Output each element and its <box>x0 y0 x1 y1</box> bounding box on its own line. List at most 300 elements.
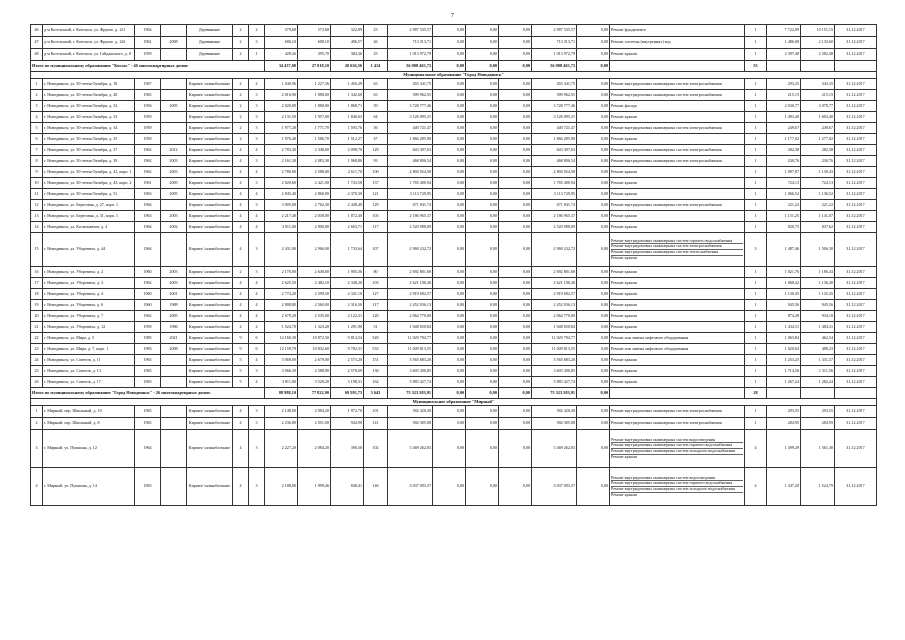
max-unit-cost: 1 277,02 <box>801 134 835 145</box>
floors: 2 <box>233 134 249 145</box>
work-type: Ремонт внутридомовых инженерных систем водоотведения <box>611 437 743 443</box>
unit-cost: 1 347,20 <box>767 468 801 506</box>
work-count: 1 <box>745 101 767 112</box>
total-area: 579,68 <box>265 25 298 37</box>
entrances: 3 <box>249 267 265 278</box>
max-unit-cost: 837,62 <box>801 222 835 233</box>
municipal-funds: 0,00 <box>499 123 532 134</box>
wall-material: Кирпич/ шлакоблочные <box>187 300 233 311</box>
year-renovated: 2003 <box>161 167 187 178</box>
year-built: 1964 <box>135 233 161 267</box>
entrances: 3 <box>249 418 265 430</box>
work-count: 1 <box>745 134 767 145</box>
year-renovated: 2003 <box>161 267 187 278</box>
total-x3: 0,00 <box>499 388 532 399</box>
total-x2: 0,00 <box>466 61 499 72</box>
unit-cost: 724,13 <box>767 178 801 189</box>
max-unit-cost: 1 136,40 <box>801 278 835 289</box>
unit-cost: 1 130,45 <box>767 289 801 300</box>
municipal-funds: 0,00 <box>499 211 532 222</box>
year-built: 1964 <box>135 200 161 211</box>
row-number: 15 <box>31 233 43 267</box>
work-types <box>610 211 745 222</box>
total-empty <box>767 61 801 72</box>
other-funds: 0,00 <box>577 289 610 300</box>
living-area: 1 733,64 <box>331 233 364 267</box>
work-type: Ремонт крыши <box>611 113 637 119</box>
work-type: Ремонт внутридомовых инженерных систем электроснабжения <box>611 124 722 130</box>
residents: 102 <box>364 430 388 468</box>
max-unit-cost: 724,13 <box>801 178 835 189</box>
table-row <box>31 123 877 134</box>
work-count: 1 <box>745 112 767 123</box>
work-count: 1 <box>745 90 767 101</box>
year-renovated <box>161 468 187 506</box>
address: г. Новодвинск, ул. 50-летия Октября, д. 37 <box>43 145 135 156</box>
living-area: 2 578,69 <box>331 366 364 377</box>
row-number: 2 <box>31 90 43 101</box>
owner-funds: 11 029 794,77 <box>532 333 577 344</box>
work-type: Ремонт крыши <box>611 255 637 261</box>
year-built: 1961 <box>135 178 161 189</box>
row-number: 11 <box>31 189 43 200</box>
completion-date: 31.12.2017 <box>835 211 877 222</box>
floors: 2 <box>233 112 249 123</box>
entrances: 4 <box>249 311 265 322</box>
floors: 4 <box>233 300 249 311</box>
wall-material: Кирпич/ шлакоблочные <box>187 355 233 366</box>
row-number: 9 <box>31 167 43 178</box>
row-number: 13 <box>31 211 43 222</box>
residents: 117 <box>364 222 388 233</box>
municipal-funds: 0,00 <box>499 200 532 211</box>
total-cost: 2 452 036,13 <box>388 300 433 311</box>
floors: 4 <box>233 156 249 167</box>
work-types <box>610 267 745 278</box>
total-sum: 75 323 503,91 <box>388 388 433 399</box>
work-count: 1 <box>745 289 767 300</box>
other-funds: 0,00 <box>577 49 610 61</box>
entrances: 2 <box>249 79 265 90</box>
table-row <box>31 322 877 333</box>
owner-funds: 713 313,71 <box>532 37 577 49</box>
total-x1: 0,00 <box>433 388 466 399</box>
premises-area: 1 227,36 <box>298 79 331 90</box>
completion-date: 31.12.2017 <box>835 112 877 123</box>
total-a: 88 988,10 <box>265 388 298 399</box>
work-type: Ремонт крыши <box>611 492 637 498</box>
total-cost: 1 013 972,79 <box>388 49 433 61</box>
federal-funds: 0,00 <box>433 79 466 90</box>
max-unit-cost: 2 582,48 <box>801 49 835 61</box>
work-types <box>610 322 745 333</box>
total-empty <box>767 388 801 399</box>
premises-area: 10 832,60 <box>298 344 331 355</box>
year-renovated: 2002 <box>161 222 187 233</box>
address: г. Новодвинск, ул. 50-летия Октября, д. 39 <box>43 156 135 167</box>
unit-cost: 2 030,77 <box>767 101 801 112</box>
premises-area: 1 888,00 <box>298 90 331 101</box>
regional-funds: 0,00 <box>466 311 499 322</box>
wall-material: Кирпич/ шлакоблочные <box>187 311 233 322</box>
federal-funds: 0,00 <box>433 167 466 178</box>
total-residents: 3 643 <box>364 388 388 399</box>
year-built: 1959 <box>135 49 161 61</box>
completion-date: 31.12.2017 <box>835 156 877 167</box>
work-count: 1 <box>745 25 767 37</box>
max-unit-cost: 1 282,24 <box>801 377 835 388</box>
work-count: 1 <box>745 355 767 366</box>
total-cost: 2 804 924,58 <box>388 167 433 178</box>
floors: 9 <box>233 333 249 344</box>
address: г. Новодвинск, ул. Советов, д. 11 <box>43 355 135 366</box>
work-types <box>610 134 745 145</box>
entrances: 6 <box>249 344 265 355</box>
residents: 59 <box>364 101 388 112</box>
work-type: Ремонт или замена лифтового оборудования <box>611 334 689 340</box>
owner-funds: 671 841,74 <box>532 200 577 211</box>
municipal-funds: 0,00 <box>499 333 532 344</box>
work-types <box>610 167 745 178</box>
living-area: 1 846,63 <box>331 112 364 123</box>
unit-cost: 2 397,48 <box>767 49 801 61</box>
work-count: 1 <box>745 211 767 222</box>
completion-date: 31.12.2017 <box>835 37 877 49</box>
address: г. Новодвинск, ул. 50-летия Октября, д. 35 <box>43 134 135 145</box>
living-area: 1 905,36 <box>331 267 364 278</box>
table-row <box>31 211 877 222</box>
other-funds: 0,00 <box>577 112 610 123</box>
work-types <box>610 406 745 418</box>
premises-area: 2 560,00 <box>298 300 331 311</box>
unit-cost: 1 063,84 <box>767 333 801 344</box>
regional-funds: 0,00 <box>466 101 499 112</box>
wall-material: Кирпич/ шлакоблочные <box>187 344 233 355</box>
owner-funds: 2 919 682,57 <box>532 289 577 300</box>
unit-cost: 1 177,02 <box>767 134 801 145</box>
owner-funds: 643 397,63 <box>532 145 577 156</box>
unit-cost: 249,67 <box>767 123 801 134</box>
section-title: Муниципальное образование "Мирный" <box>31 399 877 406</box>
floors: 2 <box>233 322 249 333</box>
total-cost: 3 883 427,74 <box>388 377 433 388</box>
work-types <box>610 90 745 101</box>
federal-funds: 0,00 <box>433 222 466 233</box>
regional-funds: 0,00 <box>466 37 499 49</box>
row-number: 12 <box>31 200 43 211</box>
total-cost: 713 313,71 <box>388 37 433 49</box>
total-sum2: 75 323 503,91 <box>532 388 577 399</box>
row-number: 46 <box>31 25 43 37</box>
year-built: 1964 <box>135 430 161 468</box>
work-types <box>610 468 745 506</box>
work-type: Ремонт крыши <box>611 323 637 329</box>
other-funds: 0,00 <box>577 267 610 278</box>
other-funds: 0,00 <box>577 178 610 189</box>
municipal-funds: 0,00 <box>499 418 532 430</box>
other-funds: 0,00 <box>577 167 610 178</box>
other-funds: 0,00 <box>577 344 610 355</box>
table-row <box>31 311 877 322</box>
residents: 120 <box>364 311 388 322</box>
living-area: 1 743,58 <box>331 178 364 189</box>
municipal-funds: 0,00 <box>499 189 532 200</box>
total-cost: 468 806,54 <box>388 156 433 167</box>
total-row <box>31 61 877 72</box>
living-area: 1 872,40 <box>331 211 364 222</box>
wall-material: Деревянные <box>187 25 233 37</box>
work-type: Ремонт крыши <box>611 312 637 318</box>
total-cost: 3 126 095,31 <box>388 112 433 123</box>
table-row <box>31 79 877 90</box>
register-table <box>30 24 877 506</box>
table-row <box>31 134 877 145</box>
regional-funds: 0,00 <box>466 178 499 189</box>
completion-date: 31.12.2017 <box>835 355 877 366</box>
address: г. Новодвинск, ул. Уборевича, д. 44 <box>43 233 135 267</box>
total-cost: 2 621 100,26 <box>388 278 433 289</box>
completion-date: 31.12.2017 <box>835 366 877 377</box>
federal-funds: 0,00 <box>433 37 466 49</box>
unit-cost: 1 399,29 <box>767 430 801 468</box>
year-built: 1962 <box>135 278 161 289</box>
floors: 4 <box>233 289 249 300</box>
regional-funds: 0,00 <box>466 300 499 311</box>
regional-funds: 0,00 <box>466 418 499 430</box>
municipal-funds: 0,00 <box>499 355 532 366</box>
other-funds: 0,00 <box>577 200 610 211</box>
year-renovated <box>161 366 187 377</box>
work-type: Ремонт фасада <box>611 102 637 108</box>
premises-area: 2 679,00 <box>298 355 331 366</box>
entrances: 4 <box>249 377 265 388</box>
unit-cost: 1 493,40 <box>767 112 801 123</box>
municipal-funds: 0,00 <box>499 468 532 506</box>
work-type: Ремонт крыши <box>611 290 637 296</box>
floors: 4 <box>233 167 249 178</box>
premises-area: 2 860,00 <box>298 189 331 200</box>
address: г. Новодвинск, ул. 50-летия Октября, д. 43, корп. 2 <box>43 178 135 189</box>
year-built: 1956 <box>135 101 161 112</box>
work-type: Ремонт внутридомовых инженерных систем электроснабжения <box>611 408 722 414</box>
total-area: 2 774,20 <box>265 289 298 300</box>
living-area: 9 814,54 <box>331 333 364 344</box>
regional-funds: 0,00 <box>466 79 499 90</box>
regional-funds: 0,00 <box>466 468 499 506</box>
owner-funds: 3 126 095,31 <box>532 112 577 123</box>
row-number: 18 <box>31 289 43 300</box>
year-renovated <box>161 90 187 101</box>
table-row <box>31 366 877 377</box>
other-funds: 0,00 <box>577 311 610 322</box>
unit-cost: 282,38 <box>767 145 801 156</box>
residents: 137 <box>364 178 388 189</box>
year-built: 1961 <box>135 37 161 49</box>
year-renovated: 2008 <box>161 37 187 49</box>
year-built: 1960 <box>135 300 161 311</box>
total-area: 2 161,30 <box>265 156 298 167</box>
completion-date: 31.12.2017 <box>835 101 877 112</box>
max-unit-cost: 249,67 <box>801 123 835 134</box>
premises-area: 2 762,30 <box>298 200 331 211</box>
total-area: 12 160,30 <box>265 333 298 344</box>
owner-funds: 440 721,47 <box>532 123 577 134</box>
table-row <box>31 233 877 267</box>
living-area: 944,90 <box>331 418 364 430</box>
work-types <box>610 37 745 49</box>
work-count: 1 <box>745 167 767 178</box>
year-renovated: 1986 <box>161 322 187 333</box>
completion-date: 31.12.2017 <box>835 418 877 430</box>
year-renovated: 2001 <box>161 289 187 300</box>
table-row <box>31 355 877 366</box>
total-empty <box>801 388 835 399</box>
unit-cost: 1 714,56 <box>767 366 801 377</box>
table-row <box>31 145 877 156</box>
year-built: 1963 <box>135 189 161 200</box>
regional-funds: 0,00 <box>466 112 499 123</box>
year-built: 1959 <box>135 322 161 333</box>
row-number: 26 <box>31 377 43 388</box>
year-renovated <box>161 49 187 61</box>
owner-funds: 3 037 093,37 <box>532 468 577 506</box>
work-count: 1 <box>745 333 767 344</box>
federal-funds: 0,00 <box>433 200 466 211</box>
regional-funds: 0,00 <box>466 333 499 344</box>
completion-date: 31.12.2017 <box>835 25 877 37</box>
federal-funds: 0,00 <box>433 322 466 333</box>
total-cost: 440 721,47 <box>388 123 433 134</box>
work-type: Ремонт крыши <box>611 367 637 373</box>
year-renovated: 2005 <box>161 189 187 200</box>
row-number: 16 <box>31 267 43 278</box>
year-renovated: 2021 <box>161 333 187 344</box>
other-funds: 0,00 <box>577 418 610 430</box>
unit-cost: 1 487,46 <box>767 233 801 267</box>
max-unit-cost: 462,54 <box>801 333 835 344</box>
max-unit-cost: 3 078,77 <box>801 101 835 112</box>
living-area: 396,50 <box>331 430 364 468</box>
federal-funds: 0,00 <box>433 112 466 123</box>
owner-funds: 1 948 650,84 <box>532 322 577 333</box>
year-renovated: 2003 <box>161 278 187 289</box>
floors: 2 <box>233 267 249 278</box>
total-a: 34 437,00 <box>265 61 298 72</box>
total-cost: 3 113 729,95 <box>388 189 433 200</box>
total-residents: 1 414 <box>364 61 388 72</box>
other-funds: 0,00 <box>577 355 610 366</box>
completion-date: 31.12.2017 <box>835 49 877 61</box>
premises-area: 1 323,20 <box>298 322 331 333</box>
max-unit-cost: 215,15 <box>801 90 835 101</box>
year-renovated <box>161 355 187 366</box>
floors: 4 <box>233 430 249 468</box>
residents: 23 <box>364 25 388 37</box>
address: г. Новодвинск, ул. Уборевича, д. 2 <box>43 267 135 278</box>
total-cost: 3 037 093,37 <box>388 468 433 506</box>
premises-area: 2 599,50 <box>298 289 331 300</box>
municipal-funds: 0,00 <box>499 178 532 189</box>
work-type: Ремонт крыши <box>611 223 637 229</box>
address: г. Новодвинск, ул. Береговая, д. 27, корп. 1 <box>43 200 135 211</box>
living-area: 1 456,29 <box>331 79 364 90</box>
other-funds: 0,00 <box>577 322 610 333</box>
regional-funds: 0,00 <box>466 233 499 267</box>
max-unit-cost: 1 484,31 <box>801 322 835 333</box>
residents: 127 <box>364 289 388 300</box>
federal-funds: 0,00 <box>433 355 466 366</box>
total-cost: 3 603 306,85 <box>388 366 433 377</box>
other-funds: 0,00 <box>577 278 610 289</box>
section-header <box>31 72 877 79</box>
owner-funds: 11 049 813,55 <box>532 344 577 355</box>
work-type: Ремонт внутридомовых инженерных систем электроснабжения <box>611 420 722 426</box>
entrances: 1 <box>249 49 265 61</box>
total-works <box>610 388 745 399</box>
residents: 47 <box>364 134 388 145</box>
municipal-funds: 0,00 <box>499 406 532 418</box>
residents: 80 <box>364 267 388 278</box>
table-row <box>31 289 877 300</box>
row-number: 5 <box>31 123 43 134</box>
work-count: 1 <box>745 418 767 430</box>
municipal-funds: 0,00 <box>499 278 532 289</box>
completion-date: 31.12.2017 <box>835 333 877 344</box>
total-area: 2 625,50 <box>265 278 298 289</box>
address: г. Новодвинск, ул. 50-летия Октября, д. 51 <box>43 189 135 200</box>
year-renovated <box>161 25 187 37</box>
work-types <box>610 25 745 37</box>
entrances: 4 <box>249 167 265 178</box>
other-funds: 0,00 <box>577 377 610 388</box>
work-types <box>610 112 745 123</box>
floors: 2 <box>233 49 249 61</box>
work-types <box>610 123 745 134</box>
total-cost: 11 049 813,55 <box>388 344 433 355</box>
work-types <box>610 333 745 344</box>
entrances: 4 <box>249 278 265 289</box>
row-number: 7 <box>31 145 43 156</box>
wall-material: Кирпич/ шлакоблочные <box>187 468 233 506</box>
owner-funds: 2 186 965,37 <box>532 211 577 222</box>
total-cost: 3 728 777,46 <box>388 101 433 112</box>
total-count: 55 <box>745 61 767 72</box>
residents: 93 <box>364 156 388 167</box>
municipal-funds: 0,00 <box>499 366 532 377</box>
work-type: Ремонт крыши <box>611 212 637 218</box>
living-area: 2 611,70 <box>331 167 364 178</box>
address: г. Новодвинск, ул. Уборевича, д. 12 <box>43 322 135 333</box>
entrances: 2 <box>249 25 265 37</box>
max-unit-cost: 1 135,45 <box>801 289 835 300</box>
total-area: 3 066,30 <box>265 366 298 377</box>
total-c: 69 595,73 <box>331 388 364 399</box>
federal-funds: 0,00 <box>433 49 466 61</box>
wall-material: Кирпич/ шлакоблочные <box>187 278 233 289</box>
other-funds: 0,00 <box>577 430 610 468</box>
premises-area: 1 771,70 <box>298 123 331 134</box>
work-type: Ремонт крыши <box>611 356 637 362</box>
row-number: 21 <box>31 322 43 333</box>
row-number: 20 <box>31 311 43 322</box>
completion-date: 31.12.2017 <box>835 233 877 267</box>
work-count: 1 <box>745 156 767 167</box>
entrances: 3 <box>249 468 265 506</box>
work-type: Ремонт внутридомовых инженерных систем холодного водоснабжения <box>611 449 743 455</box>
unit-cost: 215,15 <box>767 90 801 101</box>
max-unit-cost: 1 331,37 <box>801 355 835 366</box>
total-area: 3 005,00 <box>265 200 298 211</box>
